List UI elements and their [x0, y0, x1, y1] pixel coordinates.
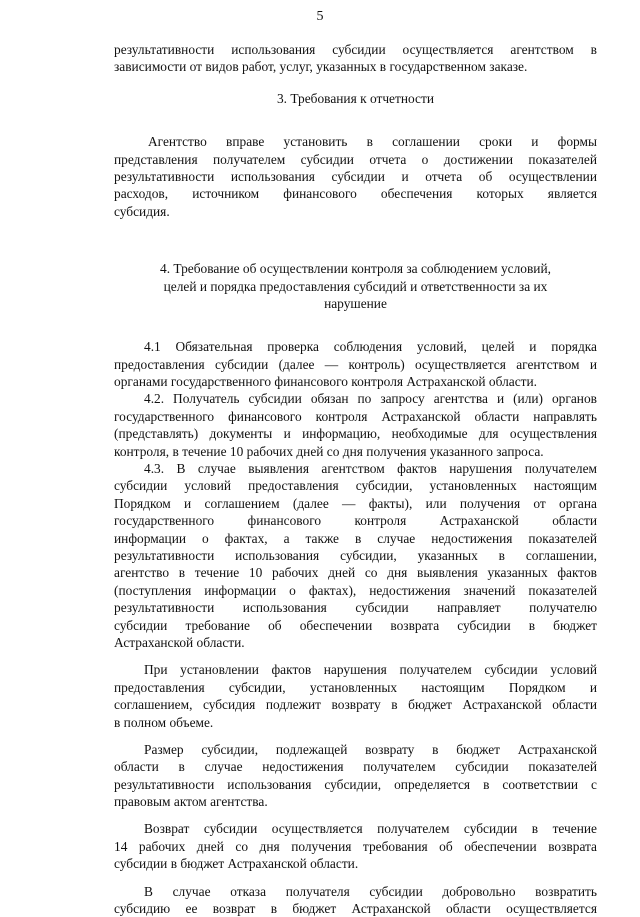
text-line: результативности использования субсидии направляет получателю	[114, 600, 597, 616]
paragraph-refusal	[114, 883, 597, 917]
text-line: результативности использования субсидии, указанных в соглашении,	[114, 547, 597, 563]
paragraph-violation	[114, 661, 597, 731]
text-line: субсидия.	[114, 203, 170, 219]
heading-line: 4. Требование об осуществлении контроля за соблюдением условий,	[160, 261, 551, 277]
text-line: субсидию ее возврат в бюджет Астраханской области осуществляется	[114, 901, 597, 917]
text-line: агентство в течение 10 рабочих дней со дня выявления указанных фактов	[114, 565, 597, 581]
intro-paragraph	[114, 41, 597, 76]
paragraph-refund-terms	[114, 820, 597, 872]
heading-line: нарушение	[324, 295, 387, 311]
paragraph-4-2	[114, 390, 597, 460]
section-3-paragraph	[114, 133, 597, 220]
document-body	[114, 41, 597, 917]
text-line: При установлении фактов нарушения получателем субсидии условий	[144, 662, 597, 678]
text-line: правовым актом агентства.	[114, 794, 268, 810]
text-line: информации о фактах, а также в случае недостижения показателей	[114, 530, 597, 546]
page-number: 5	[316, 9, 324, 24]
text-line: контроля, в течение 10 рабочих дней со дня получения указанного запроса.	[114, 443, 544, 459]
text-line: в полном объеме.	[114, 714, 214, 730]
paragraph-4-3	[114, 460, 597, 651]
text-line: 14 рабочих дней со дня получения требования об обеспечении возврата	[114, 838, 597, 854]
text-line: (поступления информации о фактах), недостижения значений показателей	[114, 582, 597, 598]
text-line: В случае отказа получателя субсидии добровольно возвратить	[144, 883, 597, 899]
text-line: государственного финансового контроля Астраханской области направлять	[114, 408, 597, 424]
text-line: соглашением, субсидия подлежит возврату в бюджет Астраханской области	[114, 697, 597, 713]
paragraph-refund-amount	[114, 741, 597, 811]
text-line: субсидии требование об обеспечении возврата субсидии в бюджет	[114, 617, 597, 633]
section-3-heading: 3. Требования к отчетности	[276, 90, 435, 106]
text-line: области в случае недостижения получателем субсидии показателей	[114, 759, 597, 775]
text-line: Астраханской области.	[114, 634, 245, 650]
text-line: субсидии условий предоставления субсидии, установленных настоящим	[114, 478, 597, 494]
text-line: Размер субсидии, подлежащей возврату в бюджет Астраханской	[144, 741, 597, 757]
text-line: предоставления субсидии (далее — контроль) осуществляется агентством и	[114, 356, 597, 372]
text-line: Порядком и соглашением (далее — факты), или получения от органа	[114, 495, 597, 511]
text-line: субсидии в бюджет Астраханской области.	[114, 856, 359, 872]
text-line: результативности использования субсидии и отчета об осуществлении	[114, 168, 597, 184]
text-line: Возврат субсидии осуществляется получателем субсидии в течение	[144, 821, 597, 837]
text-line: зависимости от видов работ, услуг, указанных в государственном заказе.	[114, 59, 528, 75]
text-line: государственного финансового контроля Астраханской области	[114, 513, 597, 529]
text-line: Агентство вправе установить в соглашении сроки и формы	[148, 134, 597, 150]
text-line: 4.2. Получатель субсидии обязан по запросу агентства и (или) органов	[144, 391, 597, 407]
text-line: предоставления субсидии, установленных настоящим Порядком и	[114, 679, 597, 695]
heading-line: целей и порядка предоставления субсидий и ответственности за их	[163, 278, 548, 294]
text-line: расходов, источником финансового обеспечения которых является	[114, 186, 597, 202]
text-line: 4.3. В случае выявления агентством фактов нарушения получателем	[144, 461, 597, 477]
paragraph-4-1	[114, 338, 597, 390]
text-line: результативности использования субсидии осуществляется агентством в	[114, 42, 597, 57]
text-line: органами государственного финансового контроля Астраханской области.	[114, 374, 538, 390]
text-line: представления получателем субсидии отчета о достижении показателей	[114, 151, 597, 167]
section-4-heading	[114, 260, 597, 312]
text-line: результативности использования субсидии, определяется в соответствии с	[114, 776, 597, 792]
text-line: (представлять) документы и информацию, необходимые для осуществления	[114, 426, 597, 442]
text-line: 4.1 Обязательная проверка соблюдения условий, целей и порядка	[144, 339, 597, 355]
